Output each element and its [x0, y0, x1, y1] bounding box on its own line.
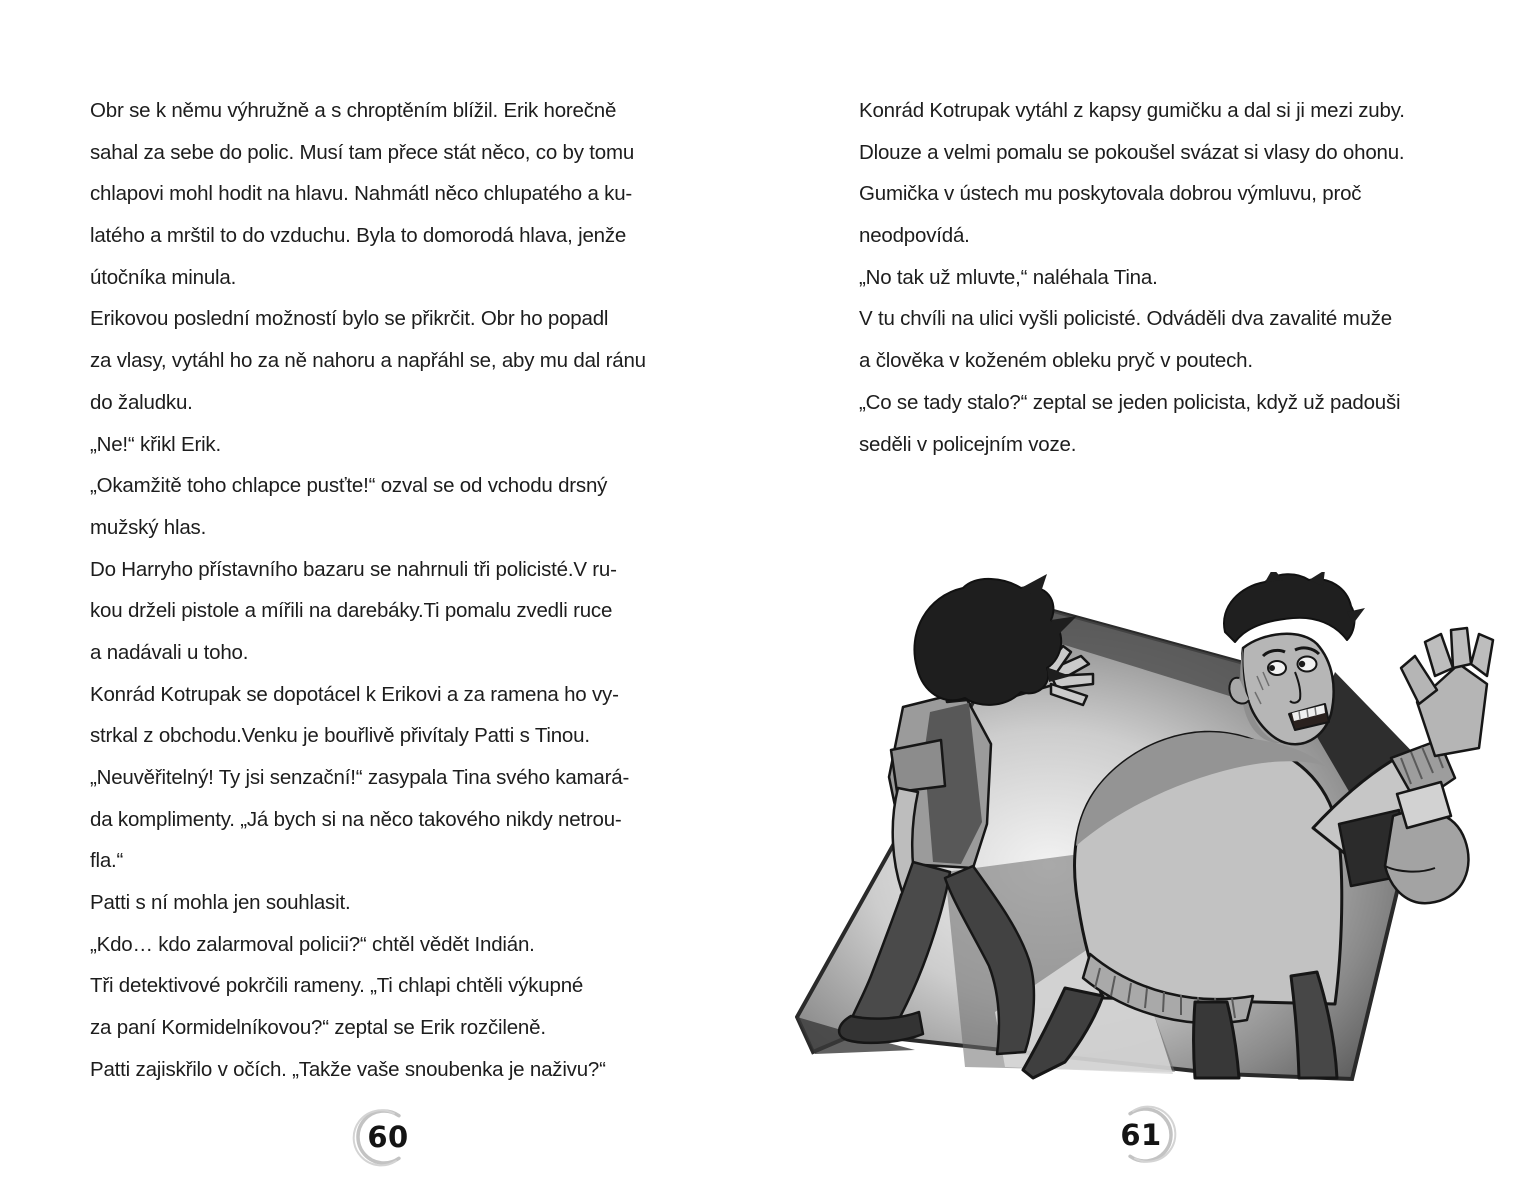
text-line: „Okamžitě toho chlapce pusťte!“ ozval se od vchodu drsný — [90, 474, 608, 498]
text-line: V tu chvíli na ulici vyšli policisté. Odváděli dva zavalité muže — [859, 307, 1392, 331]
text-line: do žaludku. — [90, 390, 193, 414]
text-line: Konrád Kotrupak vytáhl z kapsy gumičku a dal si ji mezi zuby. — [859, 99, 1405, 122]
text-line: Patti s ní mohla jen souhlasit. — [90, 891, 351, 915]
text-line: kou drželi pistole a mířili na darebáky.Ti pomalu zvedli ruce — [90, 599, 613, 623]
boy-and-frightened-man-illustration — [795, 572, 1495, 1084]
right-page-number-badge — [1110, 1100, 1180, 1170]
text-line: útočníka minula. — [90, 265, 237, 289]
text-line: a nadávali u toho. — [90, 640, 249, 664]
story-illustration — [795, 572, 1495, 1084]
text-line: da komplimenty. „Já bych si na něco takového nikdy netrou- — [90, 807, 622, 831]
text-line: „Ne!“ křikl Erik. — [90, 432, 221, 456]
man-open-hand — [1401, 628, 1493, 756]
text-line: chlapovi mohl hodit na hlavu. Nahmátl něco chlupatého a ku- — [90, 182, 633, 206]
text-line: latého a mrštil to do vzduchu. Byla to domorodá hlava, jenže — [90, 224, 627, 248]
text-line: za vlasy, vytáhl ho za ně nahoru a napřáhl se, aby mu dal ránu — [90, 349, 646, 373]
text-line: „No tak už mluvte,“ naléhala Tina. — [859, 265, 1158, 289]
left-page-number-badge — [349, 1102, 419, 1172]
text-line: seděli v policejním voze. — [859, 432, 1077, 456]
text-line: neodpovídá. — [859, 224, 970, 248]
text-line: Do Harryho přístavního bazaru se nahrnuli tři policisté.V ru- — [90, 557, 617, 581]
text-line: „Kdo… kdo zalarmoval policii?“ chtěl vědět Indián. — [90, 932, 535, 956]
text-line: Tři detektivové pokrčili rameny. „Ti chlapi chtěli výkupné — [90, 974, 584, 998]
text-line: sahal za sebe do polic. Musí tam přece stát něco, co by tomu — [90, 140, 635, 164]
text-line: strkal z obchodu.Venku je bouřlivě přivítaly Patti s Tinou. — [90, 724, 590, 748]
text-line: za paní Kormidelníkovou?“ zeptal se Erik rozčileně. — [90, 1016, 546, 1040]
text-line: fla.“ — [90, 849, 124, 873]
text-line: „Neuvěřitelný! Ty jsi senzační!“ zasypala Tina svého kamará- — [90, 766, 630, 789]
right-page-number: 61 — [1120, 1118, 1162, 1152]
text-line: Obr se k němu výhružně a s chroptěním blížil. Erik horečně — [90, 99, 617, 122]
text-line: a člověka v koženém obleku pryč v poutech. — [859, 349, 1253, 373]
text-line: Gumička v ústech mu poskytovala dobrou výmluvu, proč — [859, 182, 1362, 206]
text-line: Erikovou poslední možností bylo se přikrčit. Obr ho popadl — [90, 307, 609, 331]
text-line: „Co se tady stalo?“ zeptal se jeden policista, když už padouši — [859, 390, 1401, 414]
left-page-text — [90, 90, 690, 1091]
text-line: Konrád Kotrupak se dopotácel k Erikovi a za ramena ho vy- — [90, 682, 619, 706]
right-page-text — [859, 90, 1459, 465]
text-line: Patti zajiskřilo v očích. „Takže vaše snoubenka je naživu?“ — [90, 1057, 606, 1081]
text-line: Dlouze a velmi pomalu se pokoušel svázat si vlasy do ohonu. — [859, 140, 1405, 164]
left-page-number: 60 — [367, 1120, 409, 1154]
text-line: mužský hlas. — [90, 515, 207, 539]
